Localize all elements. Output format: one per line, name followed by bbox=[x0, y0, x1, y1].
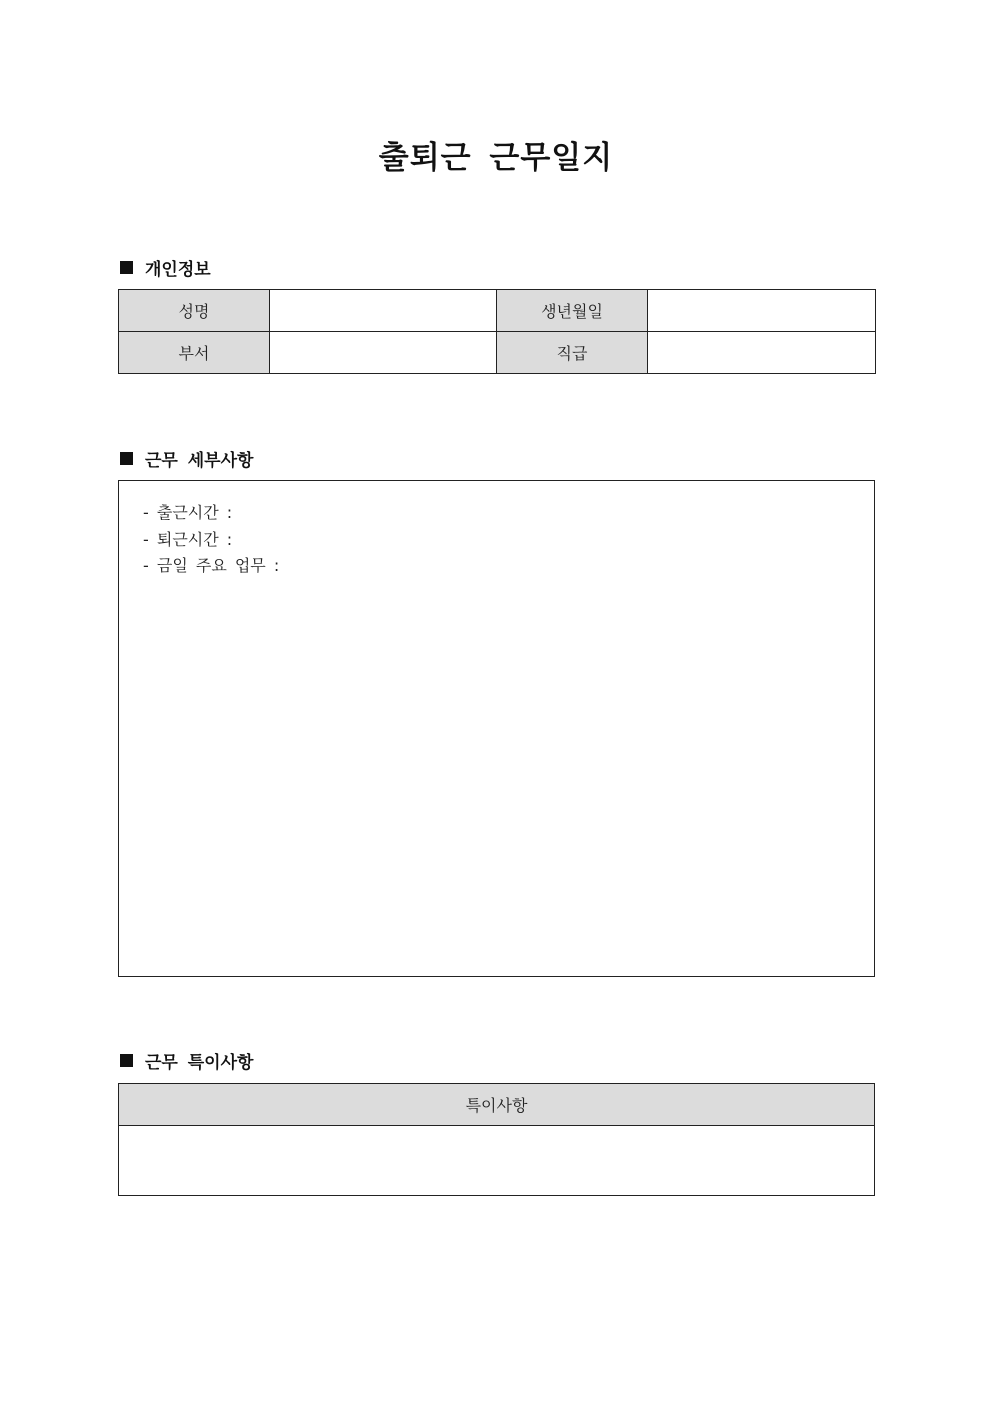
personal-info-table bbox=[118, 289, 876, 374]
work-details-box[interactable] bbox=[118, 480, 875, 977]
work-details-heading bbox=[120, 446, 253, 471]
special-notes-column-header: 특이사항 bbox=[119, 1084, 875, 1126]
table-row bbox=[119, 290, 876, 332]
name-label: 성명 bbox=[119, 290, 270, 332]
clock-out-line: - 퇴근시간 : bbox=[143, 529, 233, 549]
clock-in-line: - 출근시간 : bbox=[143, 503, 233, 522]
birthdate-label: 생년월일 bbox=[497, 290, 648, 332]
special-notes-table bbox=[118, 1083, 875, 1196]
department-field[interactable] bbox=[270, 332, 497, 374]
personal-info-heading bbox=[120, 255, 211, 280]
work-details-lines bbox=[143, 500, 279, 580]
page-title: 출퇴근 근무일지 bbox=[378, 140, 614, 176]
square-bullet-icon bbox=[120, 1054, 133, 1067]
table-row bbox=[119, 332, 876, 374]
special-notes-heading-text: 근무 특이사항 bbox=[145, 1053, 254, 1073]
square-bullet-icon bbox=[120, 261, 133, 274]
work-details-heading-text: 근무 세부사항 bbox=[145, 451, 254, 471]
table-row bbox=[119, 1084, 875, 1126]
birthdate-field[interactable] bbox=[648, 290, 876, 332]
personal-info-heading-text: 개인정보 bbox=[145, 260, 211, 280]
department-label: 부서 bbox=[119, 332, 270, 374]
square-bullet-icon bbox=[120, 452, 133, 465]
special-notes-field[interactable] bbox=[119, 1126, 875, 1196]
table-row bbox=[119, 1126, 875, 1196]
position-field[interactable] bbox=[648, 332, 876, 374]
name-field[interactable] bbox=[270, 290, 497, 332]
main-tasks-line: - 금일 주요 업무 : bbox=[143, 556, 280, 575]
special-notes-heading bbox=[120, 1048, 253, 1073]
position-label: 직급 bbox=[497, 332, 648, 374]
